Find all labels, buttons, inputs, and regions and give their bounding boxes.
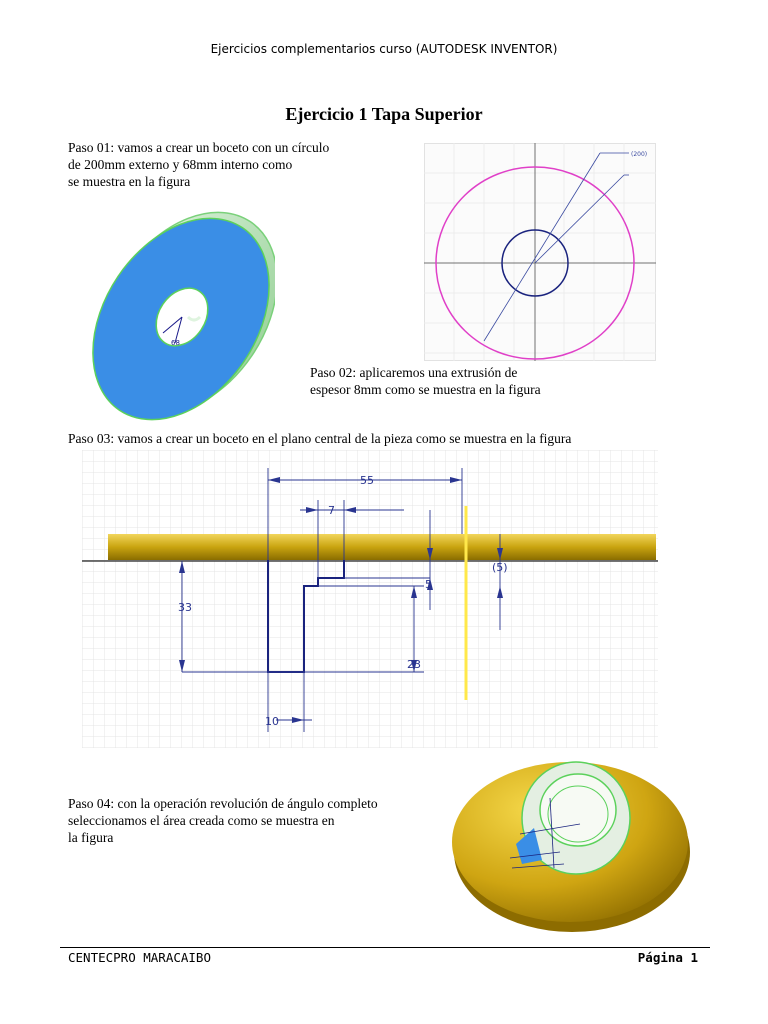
dim-7: 7 xyxy=(328,504,335,517)
footer-page-number: Página 1 xyxy=(637,950,698,965)
circle-sketch-figure xyxy=(424,143,656,361)
exercise-title: Ejercicio 1 Tapa Superior xyxy=(285,104,483,124)
step-04-text: Paso 04: con la operación revolución de ángulo completo seleccionamos el área creada como se muestra en la figura xyxy=(68,796,378,845)
footer-divider xyxy=(60,947,710,948)
circle-dim-label: (200) xyxy=(631,151,648,158)
profile-sketch-figure xyxy=(82,450,658,748)
washer-3d-figure xyxy=(85,205,275,425)
footer-organization: CENTECPRO MARACAIBO xyxy=(68,950,211,965)
dim-55: 55 xyxy=(360,474,374,487)
dim-5-ref: (5) xyxy=(492,561,508,574)
step-01-text: Paso 01: vamos a crear un boceto con un círculo de 200mm externo y 68mm interno como se muestra en la figura xyxy=(68,140,330,189)
dim-33: 33 xyxy=(178,601,192,614)
dim-23: 23 xyxy=(407,658,421,671)
step-02-text: Paso 02: aplicaremos una extrusión de espesor 8mm como se muestra en la figura xyxy=(310,365,541,397)
step-03-text: Paso 03: vamos a crear un boceto en el plano central de la pieza como se muestra en la figura xyxy=(68,431,572,446)
dim-10: 10 xyxy=(265,715,279,728)
washer-dim-label: 68 xyxy=(171,339,180,347)
page-header: Ejercicios complementarios curso (AUTODESK INVENTOR) xyxy=(210,42,558,56)
revolved-part-figure xyxy=(450,748,696,936)
dim-5: 5 xyxy=(425,578,432,591)
